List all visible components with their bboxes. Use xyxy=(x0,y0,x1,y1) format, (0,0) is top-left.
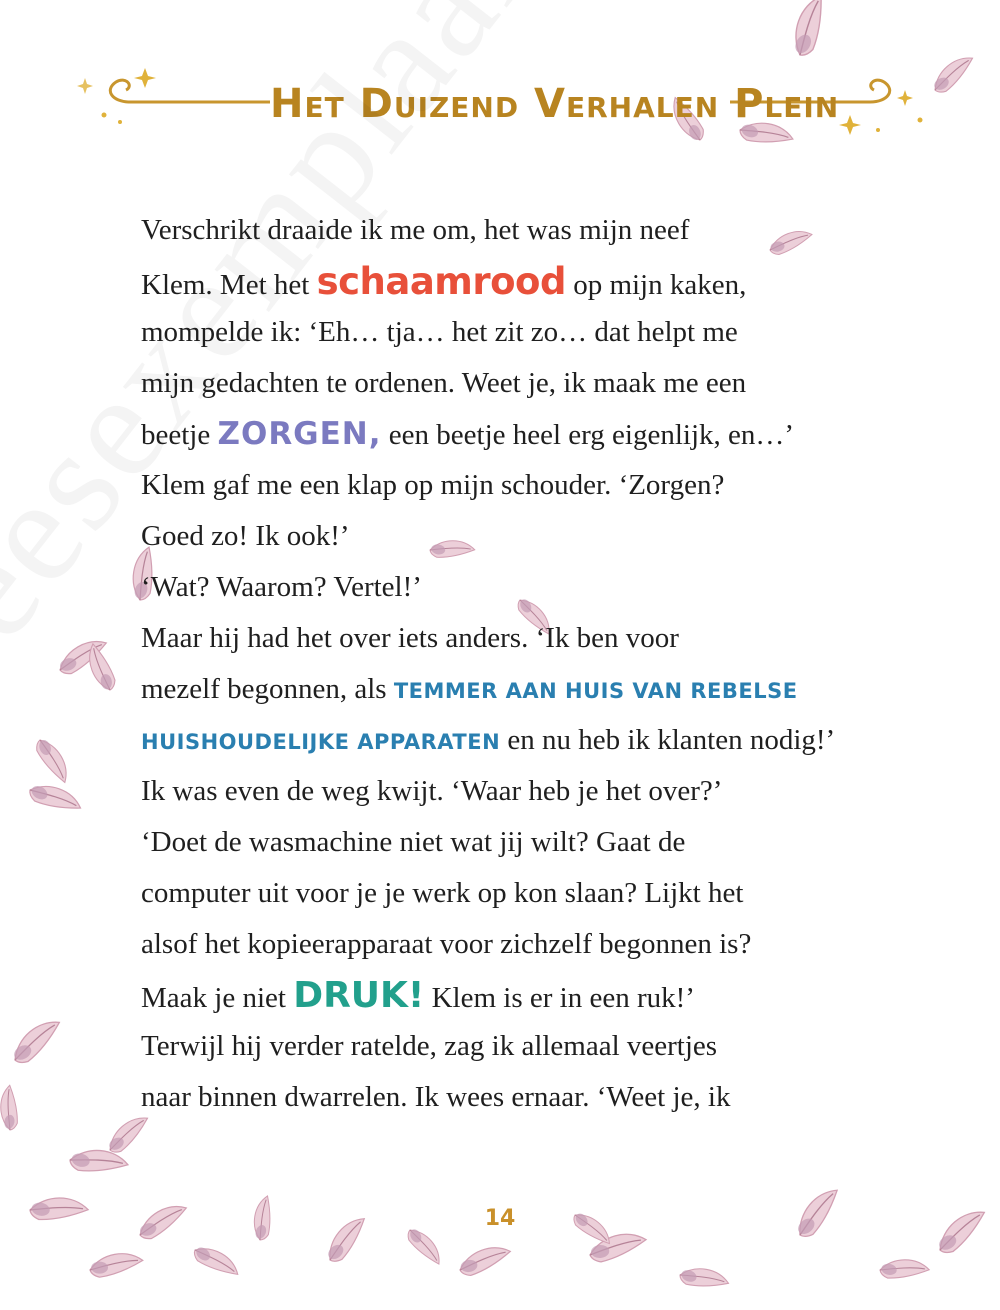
text-span: beetje xyxy=(141,419,218,451)
feather-icon xyxy=(90,1254,143,1277)
story-text xyxy=(141,205,871,1123)
feather-icon xyxy=(191,1239,242,1287)
text-span: Ik was even de weg kwijt. ‘Waar heb je het over?’ xyxy=(141,775,723,807)
text-line xyxy=(141,511,871,562)
text-span: ‘Doet de wasmachine niet wat jij wilt? Gaat de xyxy=(141,826,686,858)
feather-icon xyxy=(784,0,839,59)
text-line xyxy=(141,817,871,868)
text-span: computer uit voor je je werk op kon slaan? Lijkt het xyxy=(141,877,744,909)
text-span: een beetje heel erg eigenlijk, en…’ xyxy=(381,419,795,451)
feather-icon xyxy=(457,1245,513,1277)
text-span: Klem. Met het xyxy=(141,269,317,301)
text-span: mezelf begonnen, als xyxy=(141,673,394,705)
highlight-apparaten: HUISHOUDELIJKE APPARATEN xyxy=(141,730,501,754)
text-span: Verschrikt draaide ik me om, het was mijn neef xyxy=(141,214,690,246)
text-span: Terwijl hij verder ratelde, zag ik allemaal veertjes xyxy=(141,1030,718,1062)
feather-icon xyxy=(6,1016,68,1067)
text-line xyxy=(141,256,871,307)
text-line xyxy=(141,766,871,817)
highlight-druk: DRUK! xyxy=(293,975,425,1016)
text-span: Klem gaf me een klap op mijn schouder. ‘Zorgen? xyxy=(141,469,725,501)
text-line xyxy=(141,409,871,460)
text-line xyxy=(141,715,871,766)
text-line xyxy=(141,919,871,970)
text-span: naar binnen dwarrelen. Ik wees ernaar. ‘Weet je, ik xyxy=(141,1081,731,1113)
text-line xyxy=(141,1021,871,1072)
feather-icon xyxy=(26,776,83,823)
text-span: Maar hij had het over iets anders. ‘Ik ben voor xyxy=(141,622,679,654)
text-line xyxy=(141,460,871,511)
text-span: Klem is er in een ruk!’ xyxy=(424,982,695,1014)
chapter-title: Het Duizend Verhalen Plein xyxy=(270,81,840,127)
text-span: mompelde ik: ‘Eh… tja… het zit zo… dat helpt me xyxy=(141,316,738,348)
text-line xyxy=(141,205,871,256)
highlight-temmer: TEMMER AAN HUIS VAN REBELSE xyxy=(393,679,798,703)
text-line xyxy=(141,307,871,358)
text-line xyxy=(141,562,871,613)
text-span: mijn gedachten te ordenen. Weet je, ik maak me een xyxy=(141,367,747,399)
text-line xyxy=(141,664,871,715)
highlight-schaamrood: schaamrood xyxy=(316,260,566,303)
highlight-zorgen: ZORGEN, xyxy=(217,416,382,452)
text-span: Goed zo! Ik ook!’ xyxy=(141,520,350,552)
text-line xyxy=(141,970,871,1021)
feather-icon xyxy=(678,1261,731,1298)
text-line xyxy=(141,358,871,409)
feather-icon xyxy=(34,735,71,788)
text-line xyxy=(141,1072,871,1123)
text-line xyxy=(141,613,871,664)
feather-icon xyxy=(0,1084,24,1131)
text-span: alsof het kopieerapparaat voor zichzelf begonnen is? xyxy=(141,928,752,960)
text-span: op mijn kaken, xyxy=(565,269,747,301)
chapter-header xyxy=(0,60,1000,150)
text-line xyxy=(141,868,871,919)
page-number: 14 xyxy=(484,1206,516,1231)
text-span: Maak je niet xyxy=(141,982,294,1014)
text-span: ‘Wat? Waarom? Vertel!’ xyxy=(141,571,422,603)
text-span: en nu heb ik klanten nodig!’ xyxy=(500,724,836,756)
feather-icon xyxy=(879,1255,930,1285)
